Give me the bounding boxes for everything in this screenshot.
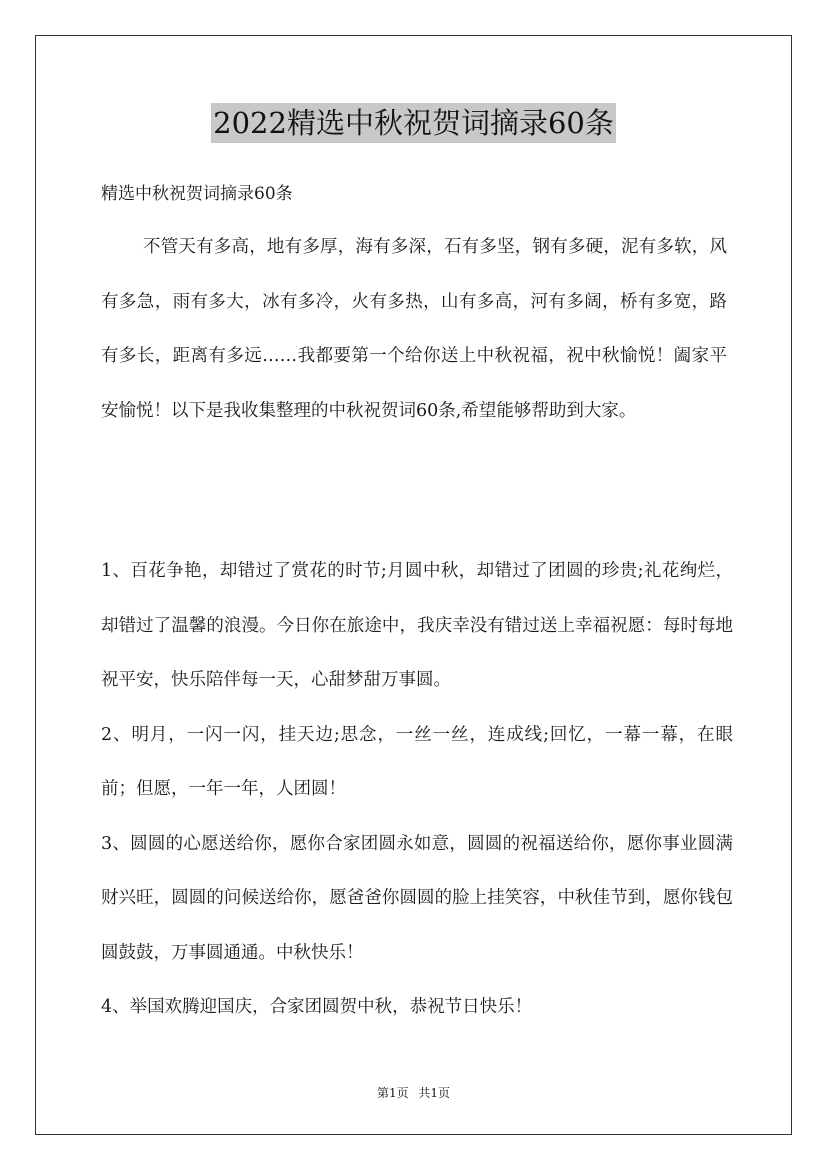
page-total: 共1页 [418, 1086, 451, 1100]
document-title: 2022精选中秋祝贺词摘录60条 [211, 103, 616, 143]
list-item: 1、百花争艳，却错过了赏花的时节;月圆中秋，却错过了团圆的珍贵;礼花绚烂，却错过了温馨的浪漫。今日你在旅途中，我庆幸没有错过送上幸福祝愿：每时每地祝平安，快乐陪伴每一天，心甜梦甜万事圆。 [101, 561, 733, 690]
list-item: 4、举国欢腾迎国庆，合家团圆贺中秋，恭祝节日快乐！ [101, 997, 533, 1017]
intro-paragraph: 不管天有多高，地有多厚，海有多深，石有多坚，钢有多硬，泥有多软，风有多急，雨有多大，冰有多冷，火有多热，山有多高，河有多阔，桥有多宽，路有多长，距离有多远……我都要第一个给你送上中秋祝福，祝中秋愉悦！阖家平安愉悦！以下是我收集整理的中秋祝贺词60条,希望能够帮助到大家。 [101, 237, 727, 421]
page-footer [0, 1084, 827, 1102]
document-subtitle: 精选中秋祝贺词摘录60条 [101, 184, 293, 204]
list-item: 3、圆圆的心愿送给你，愿你合家团圆永如意，圆圆的祝福送给你，愿你事业圆满财兴旺，圆圆的问候送给你，愿爸爸你圆圆的脸上挂笑容，中秋佳节到，愿你钱包圆鼓鼓，万事圆通通。中秋快乐！ [101, 833, 733, 963]
title-container [0, 103, 827, 143]
list-item: 2、明月，一闪一闪，挂天边;思念，一丝一丝，连成线;回忆，一幕一幕，在眼前；但愿，一年一年，人团圆！ [101, 724, 733, 799]
page-number: 第1页 [376, 1086, 409, 1100]
greetings-list [101, 544, 733, 1035]
